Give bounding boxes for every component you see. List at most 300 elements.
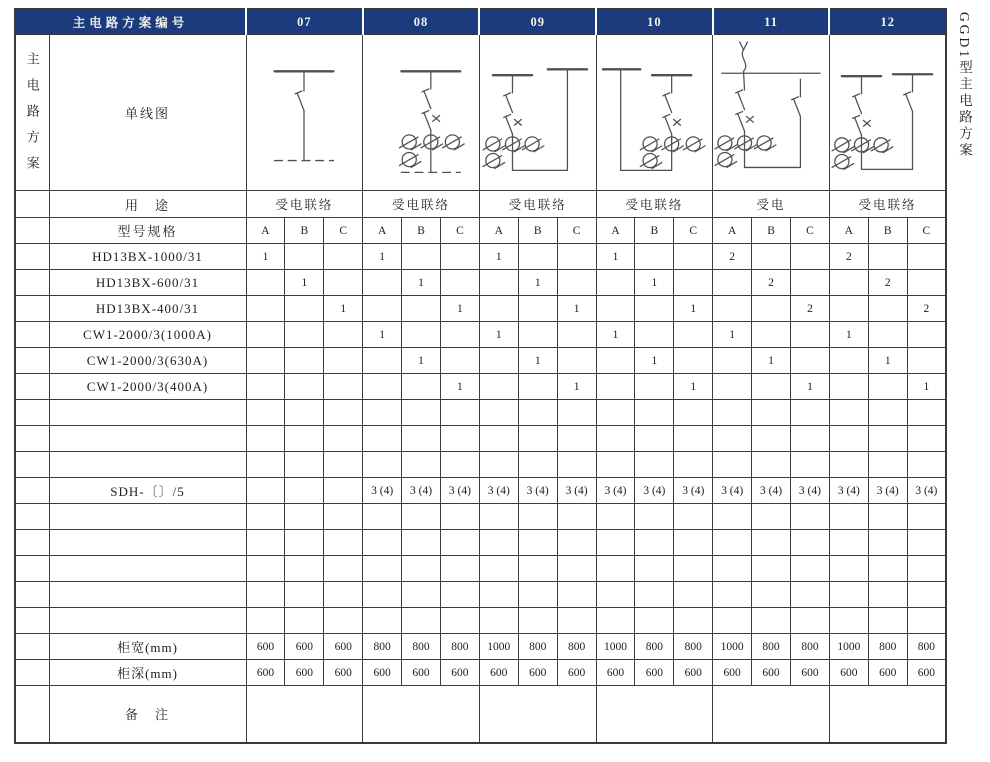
spec-header-label: 型号规格 xyxy=(49,218,246,244)
value-cell xyxy=(596,452,635,478)
value-cell xyxy=(752,400,791,426)
value-cell: 1 xyxy=(324,296,363,322)
value-cell xyxy=(713,608,752,634)
value-cell xyxy=(635,296,674,322)
value-cell: 1 xyxy=(479,244,518,270)
table-row xyxy=(15,374,946,400)
value-cell: 3 (4) xyxy=(518,478,557,504)
value-cell: 1 xyxy=(635,270,674,296)
value-cell xyxy=(790,582,829,608)
table-row xyxy=(15,478,946,504)
value-cell: 800 xyxy=(363,634,402,660)
value-cell xyxy=(402,530,441,556)
value-cell xyxy=(596,556,635,582)
value-cell xyxy=(363,296,402,322)
value-cell xyxy=(907,608,946,634)
value-cell xyxy=(907,452,946,478)
value-cell xyxy=(907,582,946,608)
value-cell xyxy=(790,530,829,556)
single-line-diagram-07 xyxy=(247,36,361,190)
spec-col-header: C xyxy=(324,218,363,244)
value-cell xyxy=(596,504,635,530)
value-cell: 600 xyxy=(285,660,324,686)
value-cell xyxy=(907,270,946,296)
single-line-diagram-08 xyxy=(364,36,478,190)
table-row xyxy=(15,426,946,452)
value-cell xyxy=(440,504,479,530)
value-cell xyxy=(674,504,713,530)
value-cell xyxy=(752,452,791,478)
value-cell xyxy=(596,270,635,296)
value-cell: 800 xyxy=(518,634,557,660)
left-vertical-title-cell xyxy=(15,35,49,191)
value-cell xyxy=(829,530,868,556)
value-cell xyxy=(363,556,402,582)
value-cell: 600 xyxy=(557,660,596,686)
single-line-diagram-10 xyxy=(597,36,711,190)
value-cell xyxy=(479,426,518,452)
value-cell xyxy=(363,374,402,400)
value-cell xyxy=(479,270,518,296)
value-cell: 1 xyxy=(635,348,674,374)
value-cell xyxy=(440,582,479,608)
value-cell xyxy=(285,400,324,426)
table-row xyxy=(15,296,946,322)
value-cell xyxy=(479,452,518,478)
side-spacer-cell xyxy=(15,244,49,270)
value-cell xyxy=(246,556,285,582)
value-cell xyxy=(713,296,752,322)
value-cell: 1 xyxy=(752,348,791,374)
value-cell: 1 xyxy=(868,348,907,374)
value-cell xyxy=(596,582,635,608)
spec-col-header: C xyxy=(440,218,479,244)
value-cell: 2 xyxy=(907,296,946,322)
value-cell xyxy=(285,504,324,530)
value-cell xyxy=(868,556,907,582)
value-cell: 1 xyxy=(518,270,557,296)
row-label: CW1-2000/3(630A) xyxy=(49,348,246,374)
value-cell xyxy=(635,582,674,608)
side-spacer-cell xyxy=(15,686,49,743)
value-cell xyxy=(713,270,752,296)
value-cell: 800 xyxy=(752,634,791,660)
usage-cell: 受电联络 xyxy=(596,191,713,218)
value-cell: 600 xyxy=(246,660,285,686)
value-cell: 1 xyxy=(402,348,441,374)
value-cell xyxy=(557,556,596,582)
value-cell xyxy=(596,400,635,426)
value-cell xyxy=(402,400,441,426)
side-spacer-cell xyxy=(15,452,49,478)
value-cell xyxy=(363,608,402,634)
value-cell xyxy=(246,478,285,504)
value-cell: 600 xyxy=(479,660,518,686)
value-cell xyxy=(285,452,324,478)
value-cell xyxy=(790,556,829,582)
value-cell: 1000 xyxy=(596,634,635,660)
table-row xyxy=(15,530,946,556)
value-cell xyxy=(713,400,752,426)
value-cell xyxy=(752,556,791,582)
value-cell: 1 xyxy=(596,322,635,348)
value-cell xyxy=(713,556,752,582)
value-cell xyxy=(402,374,441,400)
row-label: 柜深(mm) xyxy=(49,660,246,686)
value-cell xyxy=(868,530,907,556)
value-cell xyxy=(246,400,285,426)
value-cell: 800 xyxy=(907,634,946,660)
value-cell xyxy=(790,270,829,296)
value-cell: 800 xyxy=(635,634,674,660)
value-cell: 3 (4) xyxy=(479,478,518,504)
value-cell: 3 (4) xyxy=(363,478,402,504)
value-cell xyxy=(518,374,557,400)
value-cell: 600 xyxy=(440,660,479,686)
table-row xyxy=(15,400,946,426)
page-side-title: GGD1型主电路方案 xyxy=(957,12,972,159)
value-cell xyxy=(829,504,868,530)
value-cell xyxy=(829,270,868,296)
value-cell xyxy=(596,608,635,634)
row-label: SDH-〔〕/5 xyxy=(49,478,246,504)
row-label: HD13BX-400/31 xyxy=(49,296,246,322)
value-cell xyxy=(324,244,363,270)
value-cell xyxy=(479,608,518,634)
value-cell: 3 (4) xyxy=(790,478,829,504)
spec-col-header: B xyxy=(868,218,907,244)
value-cell xyxy=(285,426,324,452)
value-cell xyxy=(868,452,907,478)
side-spacer-cell xyxy=(15,400,49,426)
side-spacer-cell xyxy=(15,530,49,556)
value-cell: 2 xyxy=(868,270,907,296)
value-cell xyxy=(907,530,946,556)
value-cell: 600 xyxy=(713,660,752,686)
remarks-cell xyxy=(596,686,713,743)
value-cell xyxy=(324,478,363,504)
diagram-cell-11 xyxy=(713,35,830,191)
value-cell: 3 (4) xyxy=(868,478,907,504)
value-cell xyxy=(868,322,907,348)
value-cell xyxy=(674,452,713,478)
remarks-cell xyxy=(363,686,480,743)
value-cell xyxy=(790,244,829,270)
value-cell: 3 (4) xyxy=(402,478,441,504)
spec-col-header: B xyxy=(752,218,791,244)
value-cell xyxy=(635,244,674,270)
usage-row-label: 用 途 xyxy=(49,191,246,218)
value-cell xyxy=(285,244,324,270)
value-cell xyxy=(479,556,518,582)
spec-col-header: B xyxy=(285,218,324,244)
value-cell: 3 (4) xyxy=(440,478,479,504)
value-cell xyxy=(285,556,324,582)
value-cell: 2 xyxy=(713,244,752,270)
value-cell xyxy=(324,374,363,400)
value-cell xyxy=(635,452,674,478)
diagram-cell-08 xyxy=(363,35,480,191)
spec-col-header: A xyxy=(479,218,518,244)
row-label xyxy=(49,530,246,556)
row-label xyxy=(49,504,246,530)
value-cell xyxy=(907,504,946,530)
value-cell xyxy=(518,452,557,478)
side-spacer-cell xyxy=(15,348,49,374)
spec-col-header: A xyxy=(713,218,752,244)
spec-col-header: C xyxy=(790,218,829,244)
spec-col-header: B xyxy=(518,218,557,244)
scheme-09-header: 09 xyxy=(479,9,596,35)
spec-col-header: B xyxy=(635,218,674,244)
value-cell xyxy=(752,296,791,322)
spec-col-header: C xyxy=(557,218,596,244)
row-label xyxy=(49,452,246,478)
remarks-cell xyxy=(246,686,363,743)
value-cell xyxy=(402,452,441,478)
value-cell xyxy=(868,296,907,322)
value-cell xyxy=(635,322,674,348)
usage-cell: 受电联络 xyxy=(829,191,946,218)
value-cell xyxy=(713,374,752,400)
value-cell xyxy=(518,296,557,322)
value-cell xyxy=(324,504,363,530)
value-cell xyxy=(363,582,402,608)
value-cell xyxy=(518,244,557,270)
value-cell xyxy=(907,244,946,270)
value-cell: 600 xyxy=(518,660,557,686)
value-cell xyxy=(440,556,479,582)
value-cell xyxy=(635,556,674,582)
value-cell: 600 xyxy=(674,660,713,686)
usage-cell: 受电 xyxy=(713,191,830,218)
value-cell xyxy=(402,582,441,608)
table-row xyxy=(15,582,946,608)
value-cell xyxy=(790,504,829,530)
value-cell: 1 xyxy=(829,322,868,348)
value-cell xyxy=(790,452,829,478)
diagram-cell-12 xyxy=(829,35,946,191)
diagram-cell-09 xyxy=(479,35,596,191)
value-cell xyxy=(363,400,402,426)
side-spacer-cell xyxy=(15,504,49,530)
value-cell xyxy=(674,348,713,374)
value-cell xyxy=(713,452,752,478)
single-line-diagram-11 xyxy=(714,36,828,190)
value-cell xyxy=(479,504,518,530)
table-row xyxy=(15,608,946,634)
value-cell xyxy=(868,244,907,270)
value-cell: 2 xyxy=(829,244,868,270)
row-label xyxy=(49,582,246,608)
value-cell: 800 xyxy=(440,634,479,660)
value-cell xyxy=(440,322,479,348)
usage-cell: 受电联络 xyxy=(246,191,363,218)
value-cell xyxy=(790,426,829,452)
value-cell xyxy=(246,296,285,322)
value-cell xyxy=(557,504,596,530)
row-label: HD13BX-1000/31 xyxy=(49,244,246,270)
scheme-11-header: 11 xyxy=(713,9,830,35)
value-cell xyxy=(635,400,674,426)
value-cell: 3 (4) xyxy=(752,478,791,504)
value-cell xyxy=(402,322,441,348)
value-cell xyxy=(440,452,479,478)
table-row xyxy=(15,322,946,348)
value-cell: 600 xyxy=(363,660,402,686)
value-cell: 1 xyxy=(790,374,829,400)
value-cell xyxy=(518,582,557,608)
value-cell xyxy=(752,504,791,530)
value-cell: 1 xyxy=(518,348,557,374)
value-cell: 2 xyxy=(752,270,791,296)
value-cell xyxy=(596,530,635,556)
value-cell: 3 (4) xyxy=(635,478,674,504)
value-cell xyxy=(752,530,791,556)
value-cell: 800 xyxy=(402,634,441,660)
value-cell: 1 xyxy=(363,322,402,348)
remarks-row xyxy=(15,686,946,743)
remarks-cell xyxy=(829,686,946,743)
value-cell xyxy=(596,348,635,374)
row-label: CW1-2000/3(1000A) xyxy=(49,322,246,348)
value-cell xyxy=(285,374,324,400)
value-cell: 800 xyxy=(868,634,907,660)
side-spacer-cell xyxy=(15,218,49,244)
value-cell xyxy=(674,608,713,634)
main-circuit-scheme-table xyxy=(14,8,947,744)
value-cell xyxy=(324,530,363,556)
value-cell xyxy=(907,400,946,426)
value-cell xyxy=(557,608,596,634)
value-cell xyxy=(790,322,829,348)
value-cell: 1 xyxy=(479,322,518,348)
value-cell xyxy=(596,426,635,452)
value-cell xyxy=(868,582,907,608)
value-cell xyxy=(518,322,557,348)
value-cell xyxy=(285,478,324,504)
value-cell xyxy=(285,582,324,608)
value-cell xyxy=(752,426,791,452)
value-cell xyxy=(635,530,674,556)
value-cell xyxy=(324,582,363,608)
value-cell xyxy=(674,426,713,452)
value-cell xyxy=(829,296,868,322)
value-cell xyxy=(246,582,285,608)
value-cell xyxy=(868,400,907,426)
table-row xyxy=(15,244,946,270)
value-cell xyxy=(713,504,752,530)
value-cell xyxy=(713,426,752,452)
value-cell xyxy=(713,530,752,556)
value-cell: 1 xyxy=(285,270,324,296)
row-label: 柜宽(mm) xyxy=(49,634,246,660)
value-cell: 1 xyxy=(557,374,596,400)
value-cell xyxy=(246,426,285,452)
row-label: HD13BX-600/31 xyxy=(49,270,246,296)
value-cell: 600 xyxy=(246,634,285,660)
scheme-10-header: 10 xyxy=(596,9,713,35)
value-cell xyxy=(596,374,635,400)
value-cell xyxy=(246,348,285,374)
value-cell: 1 xyxy=(674,296,713,322)
value-cell xyxy=(790,608,829,634)
value-cell xyxy=(440,426,479,452)
value-cell xyxy=(402,426,441,452)
value-cell xyxy=(557,530,596,556)
spec-col-header: B xyxy=(402,218,441,244)
value-cell xyxy=(440,244,479,270)
row-label xyxy=(49,556,246,582)
value-cell: 2 xyxy=(790,296,829,322)
value-cell xyxy=(635,504,674,530)
value-cell xyxy=(868,426,907,452)
single-line-diagram-row xyxy=(15,35,946,191)
value-cell xyxy=(363,504,402,530)
value-cell xyxy=(557,244,596,270)
value-cell xyxy=(324,426,363,452)
value-cell: 1 xyxy=(713,322,752,348)
value-cell xyxy=(713,348,752,374)
remarks-cell xyxy=(713,686,830,743)
spec-col-header: C xyxy=(907,218,946,244)
value-cell: 1000 xyxy=(829,634,868,660)
single-line-diagram-12 xyxy=(830,36,944,190)
row-label xyxy=(49,608,246,634)
value-cell xyxy=(518,556,557,582)
value-cell xyxy=(324,400,363,426)
value-cell: 1 xyxy=(907,374,946,400)
value-cell xyxy=(363,530,402,556)
value-cell xyxy=(829,608,868,634)
table-row xyxy=(15,452,946,478)
value-cell xyxy=(674,582,713,608)
value-cell xyxy=(363,452,402,478)
value-cell xyxy=(674,400,713,426)
value-cell xyxy=(790,348,829,374)
value-cell: 600 xyxy=(402,660,441,686)
usage-cell: 受电联络 xyxy=(363,191,480,218)
value-cell xyxy=(440,608,479,634)
value-cell xyxy=(324,322,363,348)
usage-row xyxy=(15,191,946,218)
value-cell xyxy=(829,348,868,374)
diagram-cell-07 xyxy=(246,35,363,191)
value-cell xyxy=(285,296,324,322)
diagram-cell-10 xyxy=(596,35,713,191)
usage-cell: 受电联络 xyxy=(479,191,596,218)
value-cell: 1 xyxy=(674,374,713,400)
header-row xyxy=(15,9,946,35)
table-row xyxy=(15,556,946,582)
value-cell xyxy=(246,270,285,296)
value-cell: 3 (4) xyxy=(829,478,868,504)
value-cell xyxy=(907,556,946,582)
value-cell: 1 xyxy=(363,244,402,270)
value-cell xyxy=(752,322,791,348)
value-cell: 800 xyxy=(674,634,713,660)
spec-col-header: C xyxy=(674,218,713,244)
side-spacer-cell xyxy=(15,296,49,322)
scheme-07-header: 07 xyxy=(246,9,363,35)
value-cell xyxy=(285,608,324,634)
value-cell: 600 xyxy=(635,660,674,686)
value-cell xyxy=(635,608,674,634)
value-cell xyxy=(363,426,402,452)
value-cell xyxy=(402,556,441,582)
value-cell: 600 xyxy=(324,634,363,660)
value-cell xyxy=(829,556,868,582)
